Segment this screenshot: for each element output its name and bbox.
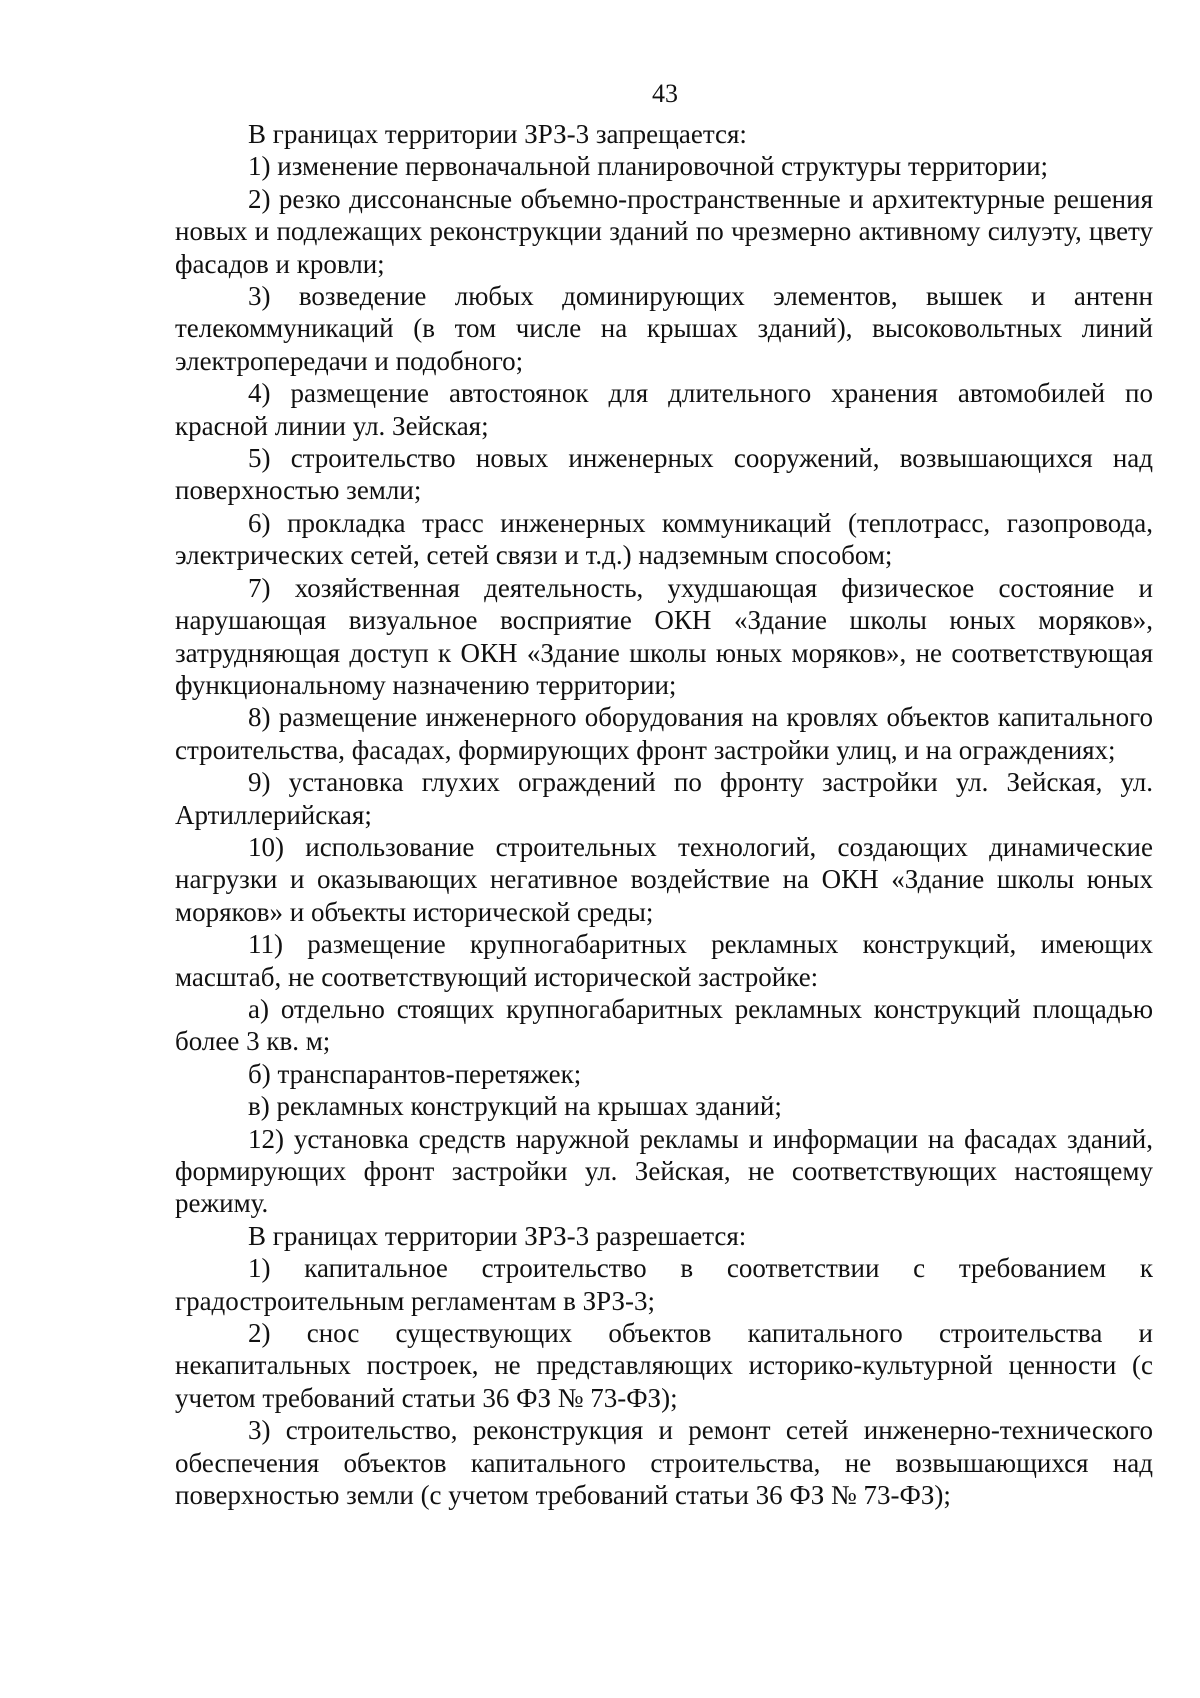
section-heading-allowed: В границах территории ЗРЗ-3 разрешается: — [248, 1220, 747, 1251]
allowed-item-1: 1) капитальное строительство в соответствии с требованием к градостроительным регламентам в ЗРЗ-3; — [175, 1253, 1153, 1316]
page-number: 43 — [652, 79, 678, 108]
prohibited-item-8: 8) размещение инженерного оборудования на кровлях объектов капитального строительства, фасадах, формирующих фронт застройки улиц, и на ограждениях; — [175, 702, 1153, 765]
prohibited-item-3: 3) возведение любых доминирующих элементов, вышек и антенн телекоммуникаций (в том числе на крышах зданий), высоковольтных линий электропередачи и подобного; — [175, 281, 1153, 376]
prohibited-item-4: 4) размещение автостоянок для длительного хранения автомобилей по красной линии ул. Зейская; — [175, 378, 1153, 441]
prohibited-item-12: 12) установка средств наружной рекламы и информации на фасадах зданий, формирующих фронт застройки ул. Зейская, не соответствующих настоящему режиму. — [175, 1123, 1153, 1219]
prohibited-subitem-b: б) транспарантов-перетяжек; — [248, 1058, 582, 1089]
allowed-item-2: 2) снос существующих объектов капитального строительства и некапитальных построек, не представляющих историко-культурной ценности (с учетом требований статьи 36 ФЗ № 73-ФЗ); — [175, 1318, 1153, 1413]
prohibited-item-1: 1) изменение первоначальной планировочной структуры территории; — [248, 151, 1049, 182]
prohibited-item-2: 2) резко диссонансные объемно-пространственные и архитектурные решения новых и подлежащих реконструкции зданий по чрезмерно активному силуэту, цвету фасадов и кровли; — [175, 183, 1153, 279]
prohibited-subitem-v: в) рекламных конструкций на крышах зданий; — [248, 1091, 782, 1122]
prohibited-item-5: 5) строительство новых инженерных сооружений, возвышающихся над поверхностью земли; — [175, 443, 1153, 506]
prohibited-item-9: 9) установка глухих ограждений по фронту застройки ул. Зейская, ул. Артиллерийская; — [175, 767, 1153, 830]
prohibited-subitem-a: а) отдельно стоящих крупногабаритных рекламных конструкций площадью более 3 кв. м; — [175, 993, 1153, 1057]
prohibited-item-6: 6) прокладка трасс инженерных коммуникаций (теплотрасс, газопровода, электрических сетей, сетей связи и т.д.) надземным способом; — [175, 507, 1153, 571]
prohibited-item-7: 7) хозяйственная деятельность, ухудшающая физическое состояние и нарушающая визуальное восприятие ОКН «Здание школы юных моряков», затрудняющая доступ к ОКН «Здание школы юных моряков», не соответствующая функциональному назначению территории; — [175, 572, 1153, 700]
document-body — [175, 118, 1153, 1511]
allowed-item-3: 3) строительство, реконструкция и ремонт сетей инженерно-технического обеспечения объектов капитального строительства, не возвышающихся над поверхностью земли (с учетом требований статьи 36 ФЗ № 73-ФЗ); — [175, 1415, 1153, 1511]
prohibited-item-11: 11) размещение крупногабаритных рекламных конструкций, имеющих масштаб, не соответствующий исторической застройке: — [175, 929, 1153, 992]
prohibited-item-10: 10) использование строительных технологий, создающих динамические нагрузки и оказывающих негативное воздействие на ОКН «Здание школы юных моряков» и объекты исторической среды; — [175, 831, 1153, 927]
section-heading-prohibited: В границах территории ЗРЗ-3 запрещается: — [248, 119, 747, 149]
